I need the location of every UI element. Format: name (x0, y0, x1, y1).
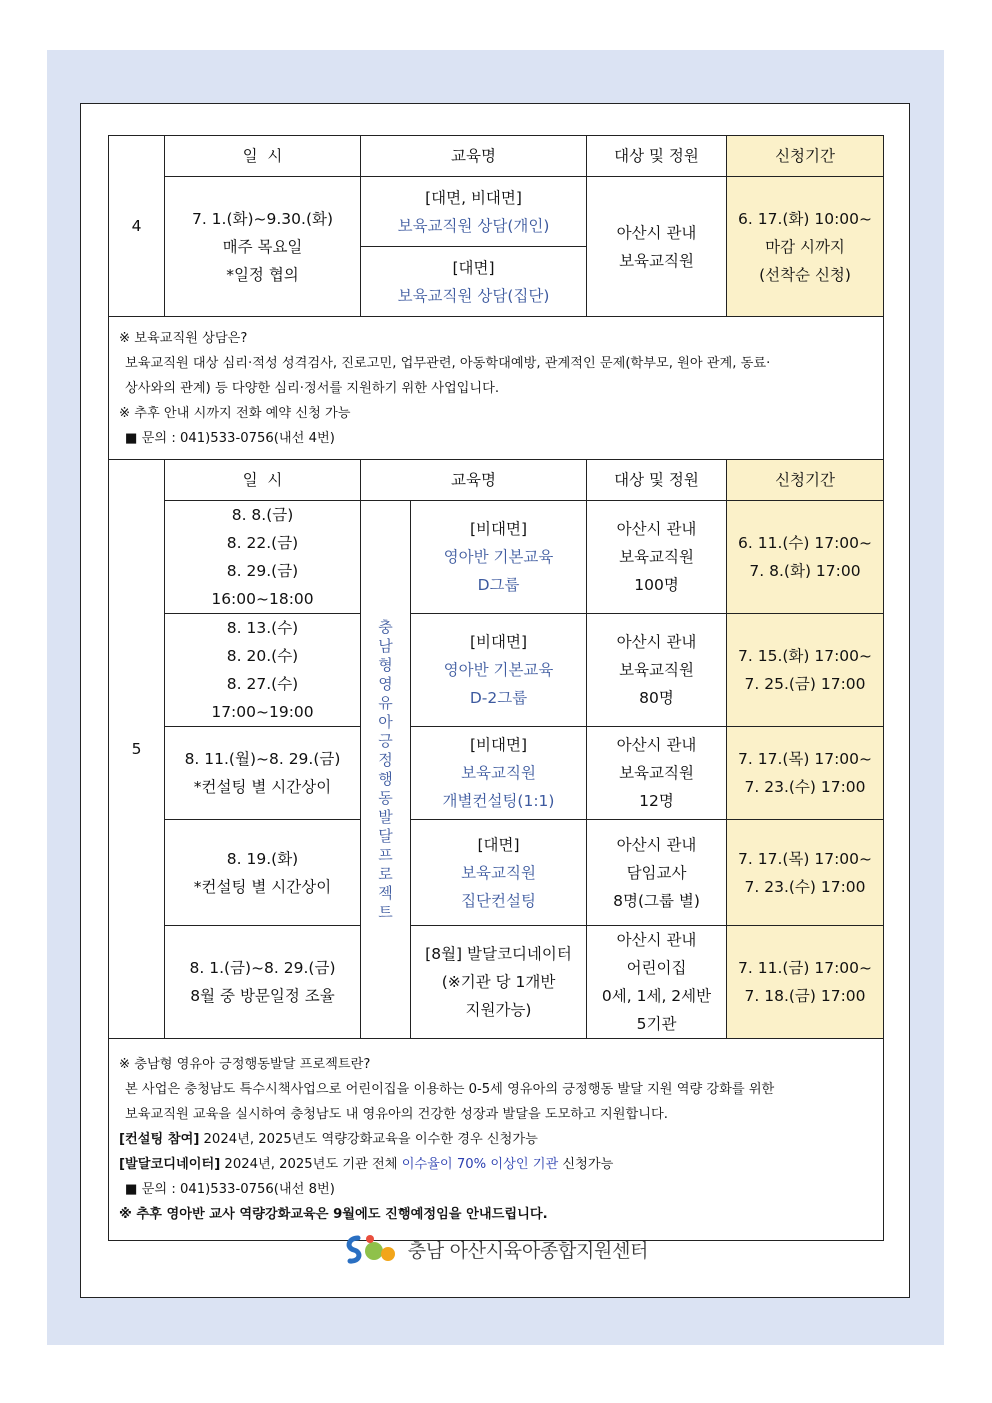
date-line: 8. 13.(수) (226, 619, 299, 637)
project-vertical-label (361, 501, 411, 1039)
date-line: 16:00~18:00 (211, 590, 314, 608)
section5-header-row (109, 460, 884, 501)
row-period (727, 727, 884, 820)
date-line: *일정 협의 (226, 265, 299, 284)
course-type: [비대면] (470, 633, 528, 651)
target-line: 담임교사 (626, 863, 687, 882)
row-dates (165, 614, 361, 727)
row-target (587, 614, 727, 727)
consult-label: [컨설팅 참여] (119, 1132, 200, 1147)
target-line: 100명 (634, 576, 679, 594)
section4-header-row (109, 136, 884, 177)
date-line: 8. 11.(월)~8. 29.(금) (184, 750, 341, 768)
vertical-text: 충남형영유아긍정행동발달프로젝트 (378, 617, 393, 921)
period-line: 7. 23.(수) 17:00 (744, 877, 866, 896)
course-name: 보육교직원 (461, 863, 536, 882)
note-line: 상사와의 관계) 등 다양한 심리·정서를 지원하기 위한 사업입니다. (125, 380, 500, 396)
header-target: 대상 및 정원 (587, 136, 727, 177)
target-line: 아산시 관내 (616, 223, 697, 242)
target-line: 어린이집 (626, 959, 687, 977)
course-group: 집단컨설팅 (461, 891, 536, 910)
course-name: 영아반 기본교육 (443, 548, 554, 566)
course-name: (※기관 당 1개반 (441, 973, 556, 991)
note-line: ※ 추후 안내 시까지 전화 예약 신청 가능 (119, 405, 351, 421)
course-group: 지원가능) (465, 1001, 532, 1019)
period-line: 7. 25.(금) 17:00 (744, 675, 866, 693)
section4-period (727, 177, 884, 317)
date-line: 17:00~19:00 (211, 703, 314, 721)
row-period (727, 926, 884, 1039)
header-target: 대상 및 정원 (587, 460, 727, 501)
note-line: 본 사업은 충청남도 특수시책사업으로 어린이집을 이용하는 0-5세 영유아의 긍정행동 발달 지원 역량 강화를 위한 (125, 1082, 775, 1097)
period-line: 7. 15.(화) 17:00~ (738, 647, 873, 665)
target-line: 아산시 관내 (616, 835, 697, 854)
row-dates (165, 727, 361, 820)
note-line: ※ 충남형 영유아 긍정행동발달 프로젝트란? (119, 1057, 371, 1072)
course-group: D그룹 (477, 576, 520, 594)
header-period: 신청기간 (727, 136, 884, 177)
date-line: 8. 22.(금) (226, 534, 299, 552)
contact-line: ■ 문의 : 041)533-0756(내선 4번) (125, 430, 335, 446)
coordinator-note (119, 1152, 873, 1177)
footer (0, 1232, 992, 1270)
course-name: 보육교직원 (461, 764, 536, 782)
period-line: 7. 17.(목) 17:00~ (738, 750, 873, 768)
row-course (411, 501, 587, 614)
row-dates (165, 926, 361, 1039)
row-course (411, 614, 587, 727)
section5-number: 5 (109, 460, 165, 1039)
section5-row (109, 614, 884, 727)
period-line: 6. 17.(화) 10:00~ (738, 209, 873, 228)
section4-course1 (361, 177, 587, 247)
date-line: 8. 1.(금)~8. 29.(금) (189, 959, 336, 977)
schedule-table (108, 135, 884, 1241)
section4-number: 4 (109, 136, 165, 317)
period-line: 마감 시까지 (765, 237, 845, 256)
row-target (587, 820, 727, 926)
row-period (727, 501, 884, 614)
section5-notes-row (109, 1039, 884, 1241)
period-line: 7. 17.(목) 17:00~ (738, 849, 873, 868)
coordinator-text: 신청가능 (558, 1157, 614, 1172)
date-line: 8. 29.(금) (226, 562, 299, 580)
header-date: 일 시 (165, 460, 361, 501)
row-target (587, 727, 727, 820)
center-logo-icon (344, 1232, 400, 1266)
course-group: D-2그룹 (469, 689, 528, 707)
consult-note (119, 1127, 873, 1152)
target-line: 아산시 관내 (616, 633, 697, 651)
contact-line: ■ 문의 : 041)533-0756(내선 8번) (125, 1182, 335, 1197)
section4-dates (165, 177, 361, 317)
period-line: 6. 11.(수) 17:00~ (738, 534, 873, 552)
date-line: 7. 1.(화)~9.30.(화) (191, 209, 334, 228)
target-line: 8명(그룹 별) (613, 891, 700, 910)
course-type: [대면, 비대면] (425, 188, 522, 207)
target-line: 보육교직원 (619, 764, 694, 782)
date-line: 8. 19.(화) (226, 849, 299, 868)
note-line: 보육교직원 대상 심리·적성 성격검사, 진로고민, 업무관련, 아동학대예방, 관계적인 문제(학부모, 원아 관계, 동료· (125, 355, 771, 371)
target-line: 보육교직원 (619, 251, 694, 270)
date-line: *컨설팅 별 시간상이 (193, 778, 332, 796)
date-line: 8월 중 방문일정 조율 (190, 987, 335, 1005)
row-course (411, 820, 587, 926)
period-line: 7. 11.(금) 17:00~ (738, 959, 873, 977)
target-line: 12명 (639, 792, 674, 810)
section5-row (109, 926, 884, 1039)
course-name: 보육교직원 상담(개인) (397, 216, 550, 235)
row-period (727, 820, 884, 926)
course-type: [비대면] (470, 736, 528, 754)
target-line: 아산시 관내 (616, 931, 697, 949)
section5-notes (109, 1039, 884, 1241)
coordinator-text: 2024년, 2025년도 기관 전체 (220, 1157, 402, 1172)
section4-row-a (109, 177, 884, 247)
header-course: 교육명 (361, 460, 587, 501)
section5-row (109, 501, 884, 614)
target-line: 0세, 1세, 2세반 (601, 987, 712, 1005)
header-course: 교육명 (361, 136, 587, 177)
section4-target (587, 177, 727, 317)
row-period (727, 614, 884, 727)
course-name: 보육교직원 상담(집단) (397, 286, 550, 305)
row-course (411, 727, 587, 820)
date-line: 8. 27.(수) (226, 675, 299, 693)
header-period: 신청기간 (727, 460, 884, 501)
date-line: 매주 목요일 (222, 237, 303, 256)
row-dates (165, 501, 361, 614)
date-line: 8. 20.(수) (226, 647, 299, 665)
course-group: 개별컨설팅(1:1) (442, 792, 555, 810)
target-line: 아산시 관내 (616, 736, 697, 754)
section5-row (109, 727, 884, 820)
section4-notes-row (109, 317, 884, 460)
row-target (587, 926, 727, 1039)
section4-course2 (361, 247, 587, 317)
section5-row (109, 820, 884, 926)
period-line: 7. 23.(수) 17:00 (744, 778, 866, 796)
course-type: [비대면] (470, 520, 528, 538)
target-line: 5기관 (636, 1015, 677, 1033)
coordinator-label: [발달코디네이터] (119, 1157, 221, 1172)
date-line: 8. 8.(금) (231, 506, 294, 524)
note-line: ※ 보육교직원 상담은? (119, 330, 248, 346)
period-line: (선착순 신청) (759, 265, 851, 284)
row-target (587, 501, 727, 614)
period-line: 7. 18.(금) 17:00 (744, 987, 866, 1005)
section4-notes (109, 317, 884, 460)
consult-text: 2024년, 2025년도 역량강화교육을 이수한 경우 신청가능 (199, 1132, 538, 1147)
course-type: [대면] (452, 258, 495, 277)
coordinator-highlight: 이수율이 70% 이상인 기관 (401, 1157, 559, 1172)
header-date: 일 시 (165, 136, 361, 177)
period-line: 7. 8.(화) 17:00 (749, 562, 861, 580)
date-line: *컨설팅 별 시간상이 (193, 877, 332, 896)
footer-brand (344, 1232, 648, 1266)
note-line: 보육교직원 교육을 실시하여 충청남도 내 영유아의 건강한 성장과 발달을 도모하고 지원합니다. (125, 1107, 668, 1122)
course-type: [대면] (477, 835, 520, 854)
target-line: 아산시 관내 (616, 520, 697, 538)
future-notice: ※ 추후 영아반 교사 역량강화교육은 9월에도 진행예정임을 안내드립니다. (119, 1207, 548, 1222)
organization-name: 충남 아산시육아종합지원센터 (407, 1239, 649, 1262)
target-line: 80명 (639, 689, 674, 707)
target-line: 보육교직원 (619, 661, 694, 679)
course-name: 영아반 기본교육 (443, 661, 554, 679)
row-dates (165, 820, 361, 926)
target-line: 보육교직원 (619, 548, 694, 566)
row-course (411, 926, 587, 1039)
course-type: [8월] 발달코디네이터 (425, 945, 572, 963)
